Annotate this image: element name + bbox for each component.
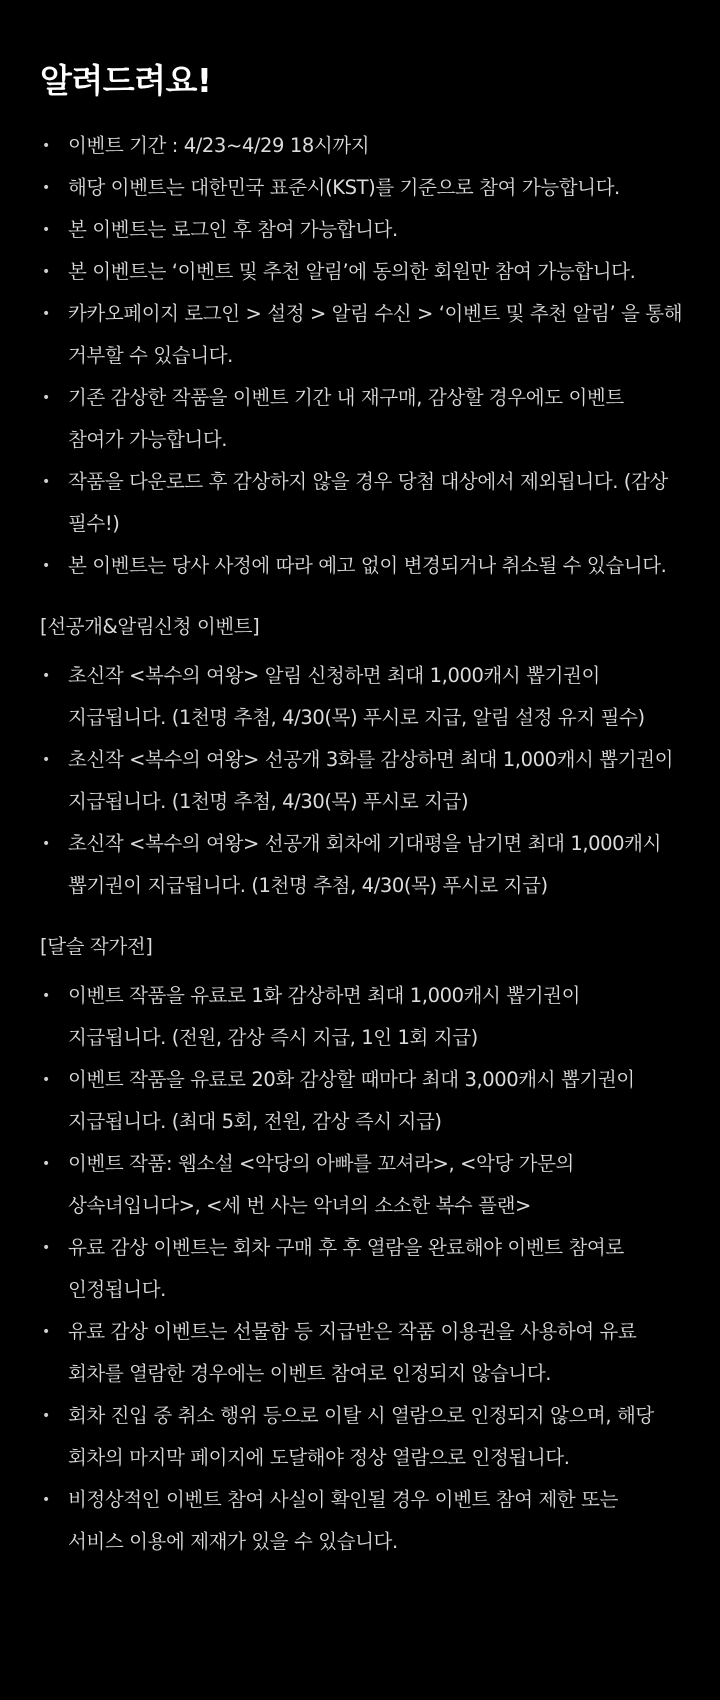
notice-item [40, 167, 680, 209]
bullet-dot-icon: • [42, 835, 50, 852]
notice-item-text: 이벤트 작품을 유료로 1화 감상하면 최대 1,000캐시 뽑기권이 [68, 983, 581, 1007]
notice-item-text: 지급됩니다. (전원, 감상 즉시 지급, 1인 1회 지급) [68, 1025, 478, 1049]
bullet-dot-icon: • [42, 137, 50, 154]
notice-item-text: 본 이벤트는 로그인 후 참여 가능합니다. [68, 217, 398, 241]
notice-item-text: 카카오페이지 로그인 > 설정 > 알림 수신 > ‘이벤트 및 추천 알림’ 을 통해 [68, 301, 683, 325]
notice-item-text: 뽑기권이 지급됩니다. (1천명 추첨, 4/30(목) 푸시로 지급) [68, 873, 548, 897]
notice-item [40, 377, 680, 461]
notice-item-text: 회차를 열람한 경우에는 이벤트 참여로 인정되지 않습니다. [68, 1361, 552, 1385]
notice-item-text: 초신작 <복수의 여왕> 선공개 3화를 감상하면 최대 1,000캐시 뽑기권이 [68, 747, 674, 771]
bullet-dot-icon: • [42, 1407, 50, 1424]
bullet-dot-icon: • [42, 1239, 50, 1256]
notice-item-text: 참여가 가능합니다. [68, 427, 228, 451]
notice-item [40, 823, 680, 907]
bullet-dot-icon: • [42, 1071, 50, 1088]
notice-item-text: 거부할 수 있습니다. [68, 343, 233, 367]
notice-item [40, 461, 680, 545]
notice-item [40, 975, 680, 1059]
notice-item-text: 초신작 <복수의 여왕> 선공개 회차에 기대평을 남기면 최대 1,000캐시 [68, 831, 662, 855]
notice-item [40, 739, 680, 823]
bullet-dot-icon: • [42, 221, 50, 238]
notice-item [40, 1143, 680, 1227]
bullet-dot-icon: • [42, 263, 50, 280]
notice-item-text: 지급됩니다. (1천명 추첨, 4/30(목) 푸시로 지급) [68, 789, 469, 813]
notice-item-text: 이벤트 작품을 유료로 20화 감상할 때마다 최대 3,000캐시 뽑기권이 [68, 1067, 635, 1091]
notice-item-text: 기존 감상한 작품을 이벤트 기간 내 재구매, 감상할 경우에도 이벤트 [68, 385, 624, 409]
bullet-dot-icon: • [42, 389, 50, 406]
bullet-dot-icon: • [42, 987, 50, 1004]
notice-item [40, 251, 680, 293]
notice-item [40, 1311, 680, 1395]
notice-item [40, 293, 683, 377]
bullet-dot-icon: • [42, 1155, 50, 1172]
notice-item-text: 해당 이벤트는 대한민국 표준시(KST)를 기준으로 참여 가능합니다. [68, 175, 620, 199]
notice-item-text: 지급됩니다. (최대 5회, 전원, 감상 즉시 지급) [68, 1109, 442, 1133]
notice-item-text: 본 이벤트는 ‘이벤트 및 추천 알림’에 동의한 회원만 참여 가능합니다. [68, 259, 636, 283]
bullet-dot-icon: • [42, 305, 50, 322]
notice-item-text: 초신작 <복수의 여왕> 알림 신청하면 최대 1,000캐시 뽑기권이 [68, 663, 600, 687]
notice-item-text: 작품을 다운로드 후 감상하지 않을 경우 당첨 대상에서 제외됩니다. (감상 [68, 469, 668, 493]
notice-item-text: 지급됩니다. (1천명 추첨, 4/30(목) 푸시로 지급, 알림 설정 유지 필수) [68, 705, 645, 729]
notice-item [40, 1479, 680, 1563]
notice-item-text: 이벤트 작품: 웹소설 <악당의 아빠를 꼬셔라>, <악당 가문의 [68, 1151, 574, 1175]
notice-item [40, 1059, 680, 1143]
notice-title: 알려드려요! [40, 61, 212, 100]
notice-item-text: 서비스 이용에 제재가 있을 수 있습니다. [68, 1529, 398, 1553]
notice-item-text: 유료 감상 이벤트는 회차 구매 후 후 열람을 완료해야 이벤트 참여로 [68, 1235, 624, 1259]
notice-item [40, 1227, 680, 1311]
section-heading-author-event: [달슬 작가전] [40, 934, 153, 958]
bullet-dot-icon: • [42, 667, 50, 684]
notice-item-text: 필수!) [68, 511, 120, 535]
preview-event-list [40, 655, 680, 907]
notice-item [40, 1395, 680, 1479]
bullet-dot-icon: • [42, 1323, 50, 1340]
section-heading-preview-event: [선공개&알림신청 이벤트] [40, 614, 260, 638]
notice-item-text: 유료 감상 이벤트는 선물함 등 지급받은 작품 이용권을 사용하여 유료 [68, 1319, 637, 1343]
notice-item [40, 545, 680, 587]
notice-item [40, 125, 680, 167]
notice-item [40, 655, 680, 739]
bullet-dot-icon: • [42, 557, 50, 574]
notice-item-text: 인정됩니다. [68, 1277, 166, 1301]
bullet-dot-icon: • [42, 1491, 50, 1508]
notice-item-text: 본 이벤트는 당사 사정에 따라 예고 없이 변경되거나 취소될 수 있습니다. [68, 553, 667, 577]
bullet-dot-icon: • [42, 179, 50, 196]
notice-item-text: 회차의 마지막 페이지에 도달해야 정상 열람으로 인정됩니다. [68, 1445, 570, 1469]
bullet-dot-icon: • [42, 473, 50, 490]
author-event-list [40, 975, 680, 1563]
notice-item-text: 비정상적인 이벤트 참여 사실이 확인될 경우 이벤트 참여 제한 또는 [68, 1487, 618, 1511]
bullet-dot-icon: • [42, 751, 50, 768]
notice-item-text: 상속녀입니다>, <세 번 사는 악녀의 소소한 복수 플랜> [68, 1193, 531, 1217]
notice-item-text: 회차 진입 중 취소 행위 등으로 이탈 시 열람으로 인정되지 않으며, 해당 [68, 1403, 654, 1427]
general-notice-list [40, 125, 683, 587]
notice-item [40, 209, 680, 251]
notice-item-text: 이벤트 기간 : 4/23~4/29 18시까지 [68, 133, 370, 157]
